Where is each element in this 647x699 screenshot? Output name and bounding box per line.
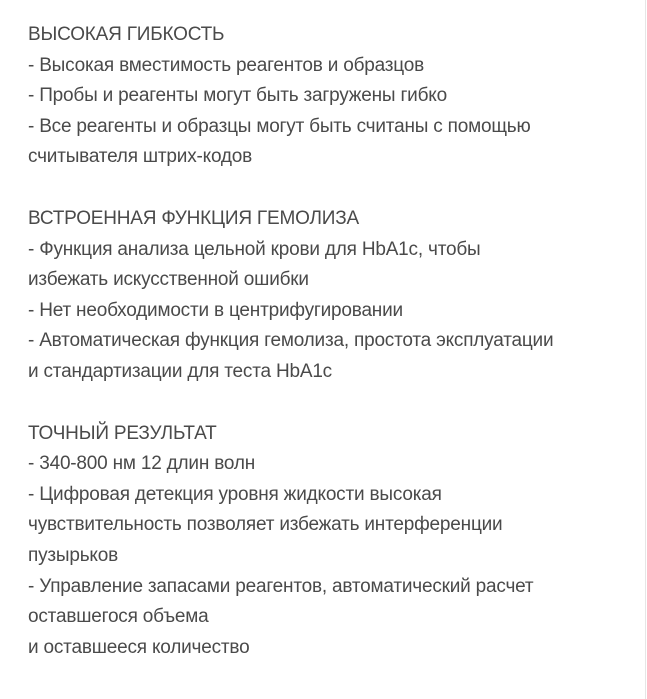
section-accurate-result bbox=[28, 419, 628, 664]
feature-line: чувствительность позволяет избежать интерференции bbox=[28, 514, 503, 536]
feature-line: оставшегося объема bbox=[28, 606, 209, 628]
feature-line: - Пробы и реагенты могут быть загружены гибко bbox=[28, 85, 447, 107]
feature-line: - Функция анализа цельной крови для HbA1c, чтобы bbox=[28, 238, 481, 260]
feature-line: и оставшееся количество bbox=[28, 636, 250, 658]
section-title: ВЫСОКАЯ ГИБКОСТЬ bbox=[28, 24, 225, 45]
feature-line: - Управление запасами реагентов, автоматический расчет bbox=[28, 575, 534, 597]
feature-line: и стандартизации для теста HbA1c bbox=[28, 360, 332, 382]
section-title: ТОЧНЫЙ РЕЗУЛЬТАТ bbox=[28, 422, 217, 444]
section-high-flexibility bbox=[28, 20, 628, 173]
feature-description bbox=[28, 20, 628, 694]
section-hemolysis bbox=[28, 204, 628, 388]
section-title: ВСТРОЕННАЯ ФУНКЦИЯ ГЕМОЛИЗА bbox=[28, 207, 359, 229]
feature-line: пузырьков bbox=[28, 544, 119, 566]
feature-line: - Высокая вместимость реагентов и образцов bbox=[28, 54, 425, 76]
feature-line: - Нет необходимости в центрифугировании bbox=[28, 299, 403, 321]
feature-line: считывателя штрих-кодов bbox=[28, 146, 253, 168]
feature-line: - 340-800 нм 12 длин волн bbox=[28, 453, 256, 475]
feature-line: - Цифровая детекция уровня жидкости высокая bbox=[28, 483, 442, 505]
feature-line: избежать искусственной ошибки bbox=[28, 269, 309, 291]
page-edge-divider bbox=[645, 0, 646, 699]
feature-line: - Автоматическая функция гемолиза, простота эксплуатации bbox=[28, 330, 554, 352]
feature-line: - Все реагенты и образцы могут быть считаны с помощью bbox=[28, 115, 531, 137]
